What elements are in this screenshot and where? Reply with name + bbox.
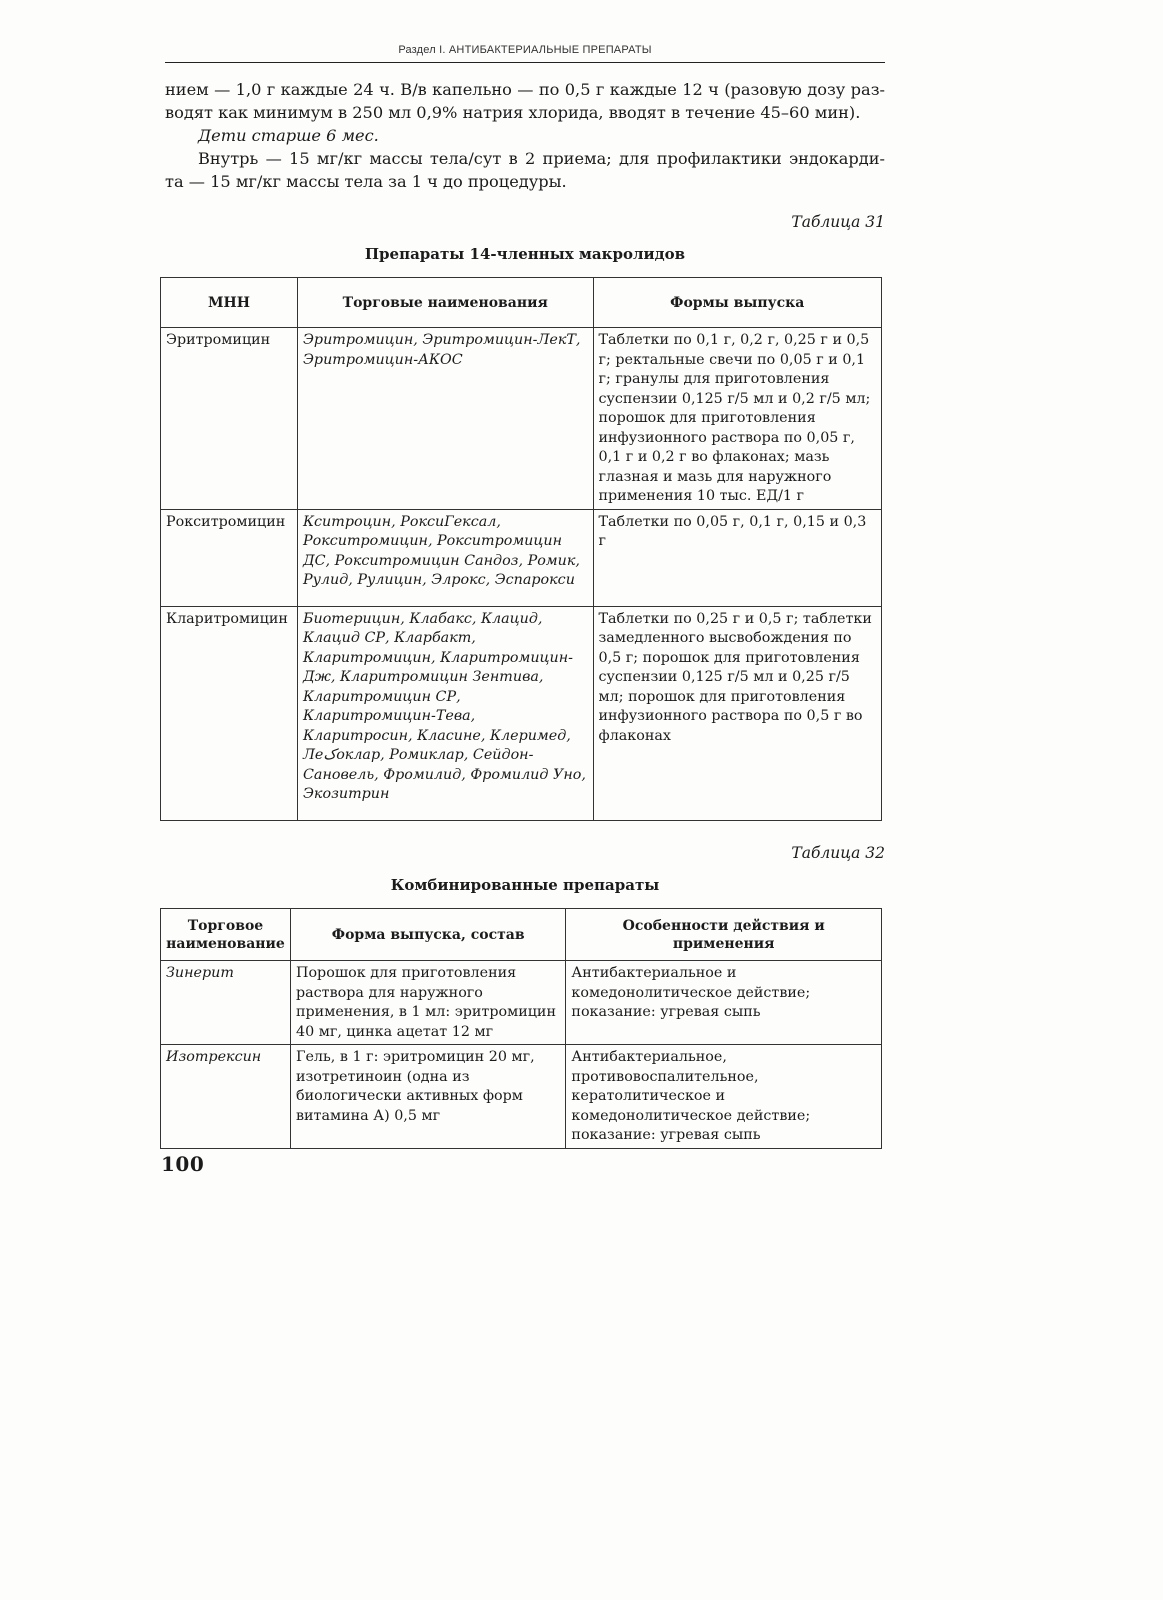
cell-forms: Таблетки по 0,25 г и 0,5 г; таблетки замедленного высвобождения по 0,5 г; порошок для приготовления суспензии 0,125 г/5 мл и 0,25 г/5 мл; порошок для приготовления инфузионного раствора по 0,5 г во флаконах [593,606,882,820]
table-32-title: Комбинированные препараты [390,876,660,894]
cell-inn: Кларитромицин [161,606,298,820]
table-31-title: Препараты 14-членных макролидов [364,245,686,263]
running-head: Раздел I. АНТИБАКТЕРИАЛЬНЫЕ ПРЕПАРАТЫ [398,44,652,56]
cell-features: Антибактериальное, противовоспалительное, кератолитическое и комедонолитическое действие; показание: угревая сыпь [566,1045,882,1149]
table-31-label: Таблица 31 [791,213,885,231]
cell-trade-names: Кситроцин, РоксиГексал, Рокситромицин, Рокситромицин ДС, Рокситромицин Сандоз, Ромик, Рулид, Рулицин, Элрокс, Эспарокси [297,509,593,606]
cell-trade-name: Изотрексин [161,1045,291,1149]
cell-forms: Таблетки по 0,05 г, 0,1 г, 0,15 и 0,3 г [593,509,882,606]
table-31-header-row [161,278,882,328]
age-subheading: Дети старше 6 мес. [198,126,379,145]
intro-line-1: нием — 1,0 г каждые 24 ч. В/в капельно — по 0,5 г каждые 12 ч (разовую дозу раз- [165,80,885,99]
intro-text [165,78,885,193]
cell-form-composition: Гель, в 1 г: эритромицин 20 мг, изотретиноин (одна из биологически активных форм витамина А) 0,5 мг [290,1045,565,1149]
cell-trade-names: Биотерицин, Клабакс, Клацид, Клацид СР, Кларбакт, Кларитромицин, Кларитромицин-Дж, Кларитромицин Зентива, Кларитромицин СР, Кларитромицин-Тева, Кларитросин, Класине, Клеримед, Леکоклар, Ромиклар, Сейдон-Сановель, Фромилид, Фромилид Уно, Экозитрин [297,606,593,820]
table-row [161,1045,882,1149]
cell-trade-names: Эритромицин, Эритромицин-ЛекТ, Эритромицин-АКОС [297,328,593,510]
header-form-composition: Форма выпуска, состав [290,909,565,961]
cell-features: Антибактериальное и комедонолитическое действие; показание: угревая сыпь [566,961,882,1045]
header-trade-names: Торговые наименования [297,278,593,328]
cell-inn: Рокситромицин [161,509,298,606]
table-row [161,328,882,510]
table-row [161,961,882,1045]
cell-forms: Таблетки по 0,1 г, 0,2 г, 0,25 г и 0,5 г; ректальные свечи по 0,05 г и 0,1 г; гранулы для приготовления суспензии 0,125 г/5 мл и 0,2 г/5 мл; порошок для приготовления инфузионного раствора по 0,05 г, 0,1 г и 0,2 г во флаконах; мазь глазная и мазь для наружного применения 10 тыс. ЕД/1 г [593,328,882,510]
cell-inn: Эритромицин [161,328,298,510]
table-32 [160,908,882,1149]
header-trade-name: Торговое наименование [161,909,291,961]
cell-form-composition: Порошок для приготовления раствора для наружного применения, в 1 мл: эритромицин 40 мг, цинка ацетат 12 мг [290,961,565,1045]
table-31 [160,277,882,821]
table-32-header-row [161,909,882,961]
table-32-label: Таблица 32 [791,844,885,862]
intro-line-4: та — 15 мг/кг массы тела за 1 ч до процедуры. [165,172,567,191]
header-rule [165,62,885,63]
cell-trade-name: Зинерит [161,961,291,1045]
page-number: 100 [161,1152,205,1176]
header-features: Особенности действия и применения [566,909,882,961]
table-row [161,606,882,820]
header-inn: МНН [161,278,298,328]
table-row [161,509,882,606]
header-forms: Формы выпуска [593,278,882,328]
margin-scan-mark [8,745,11,765]
intro-line-3: Внутрь — 15 мг/кг массы тела/сут в 2 приема; для профилактики эндокарди- [198,149,885,168]
intro-line-2: водят как минимум в 250 мл 0,9% натрия хлорида, вводят в течение 45–60 мин). [165,103,861,122]
